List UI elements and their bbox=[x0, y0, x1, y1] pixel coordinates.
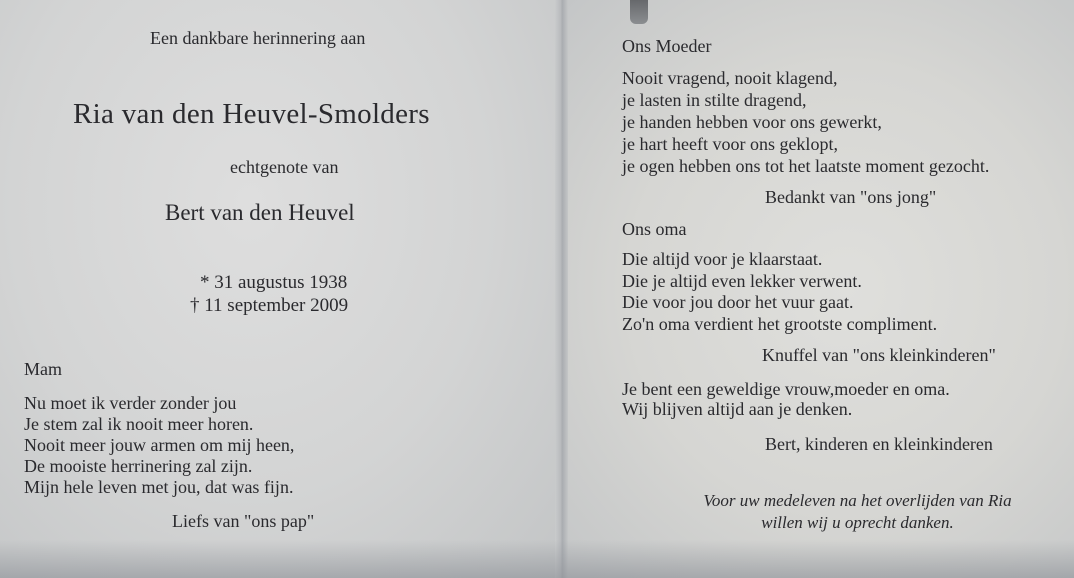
poem-line: Mijn hele leven met jou, dat was fijn. bbox=[24, 477, 294, 497]
poem-line: Die voor jou door het vuur gaat. bbox=[622, 292, 854, 312]
birth-date: * 31 augustus 1938 bbox=[200, 272, 348, 293]
poem-line: Die je altijd even lekker verwent. bbox=[622, 270, 862, 291]
closing-line: Wij blijven altijd aan je denken. bbox=[622, 399, 853, 419]
signature-kleinkinderen: Knuffel van "ons kleinkinderen" bbox=[762, 345, 996, 365]
thanks-line: willen wij u oprecht danken. bbox=[761, 513, 954, 532]
clip-shadow bbox=[630, 0, 648, 24]
poem-line: Je stem zal ik nooit meer horen. bbox=[24, 414, 254, 434]
poem-oma bbox=[622, 249, 937, 335]
poem-line: Die altijd voor je klaarstaat. bbox=[622, 249, 823, 269]
poem-title-mam: Mam bbox=[24, 359, 62, 379]
intro-text: Een dankbare herinnering aan bbox=[150, 28, 366, 48]
poem-title-oma: Ons oma bbox=[622, 219, 687, 239]
signature-pap: Liefs van "ons pap" bbox=[172, 511, 315, 531]
poem-mam bbox=[24, 393, 294, 498]
poem-moeder bbox=[622, 67, 989, 177]
death-date: † 11 september 2009 bbox=[190, 295, 349, 316]
signature-jong: Bedankt van "ons jong" bbox=[765, 187, 937, 207]
poem-title-moeder: Ons Moeder bbox=[622, 36, 712, 56]
poem-line: De mooiste herrinering zal zijn. bbox=[24, 456, 253, 476]
poem-line: Nu moet ik verder zonder jou bbox=[24, 393, 237, 413]
closing-text bbox=[622, 379, 950, 419]
thanks-line: Voor uw medeleven na het overlijden van Ria bbox=[703, 491, 1012, 510]
poem-line: Nooit vragend, nooit klagend, bbox=[622, 68, 838, 88]
poem-line: je hart heeft voor ons geklopt, bbox=[622, 134, 838, 154]
poem-line: je handen hebben voor ons gewerkt, bbox=[622, 112, 882, 132]
thanks-text bbox=[680, 490, 1035, 534]
poem-line: Nooit meer jouw armen om mij heen, bbox=[24, 435, 295, 455]
poem-line: je ogen hebben ons tot het laatste moment gezocht. bbox=[622, 156, 990, 176]
spouse-name: Bert van den Heuvel bbox=[165, 200, 355, 225]
closing-line: Je bent een geweldige vrouw,moeder en oma. bbox=[622, 379, 950, 399]
poem-line: je lasten in stilte dragend, bbox=[622, 90, 807, 110]
bottom-shadow bbox=[0, 540, 1074, 578]
card-fold bbox=[555, 0, 568, 578]
deceased-name: Ria van den Heuvel-Smolders bbox=[73, 98, 430, 130]
poem-line: Zo'n oma verdient het grootste compliment. bbox=[622, 313, 938, 334]
signature-family: Bert, kinderen en kleinkinderen bbox=[765, 434, 993, 454]
spouse-label: echtgenote van bbox=[230, 157, 339, 177]
